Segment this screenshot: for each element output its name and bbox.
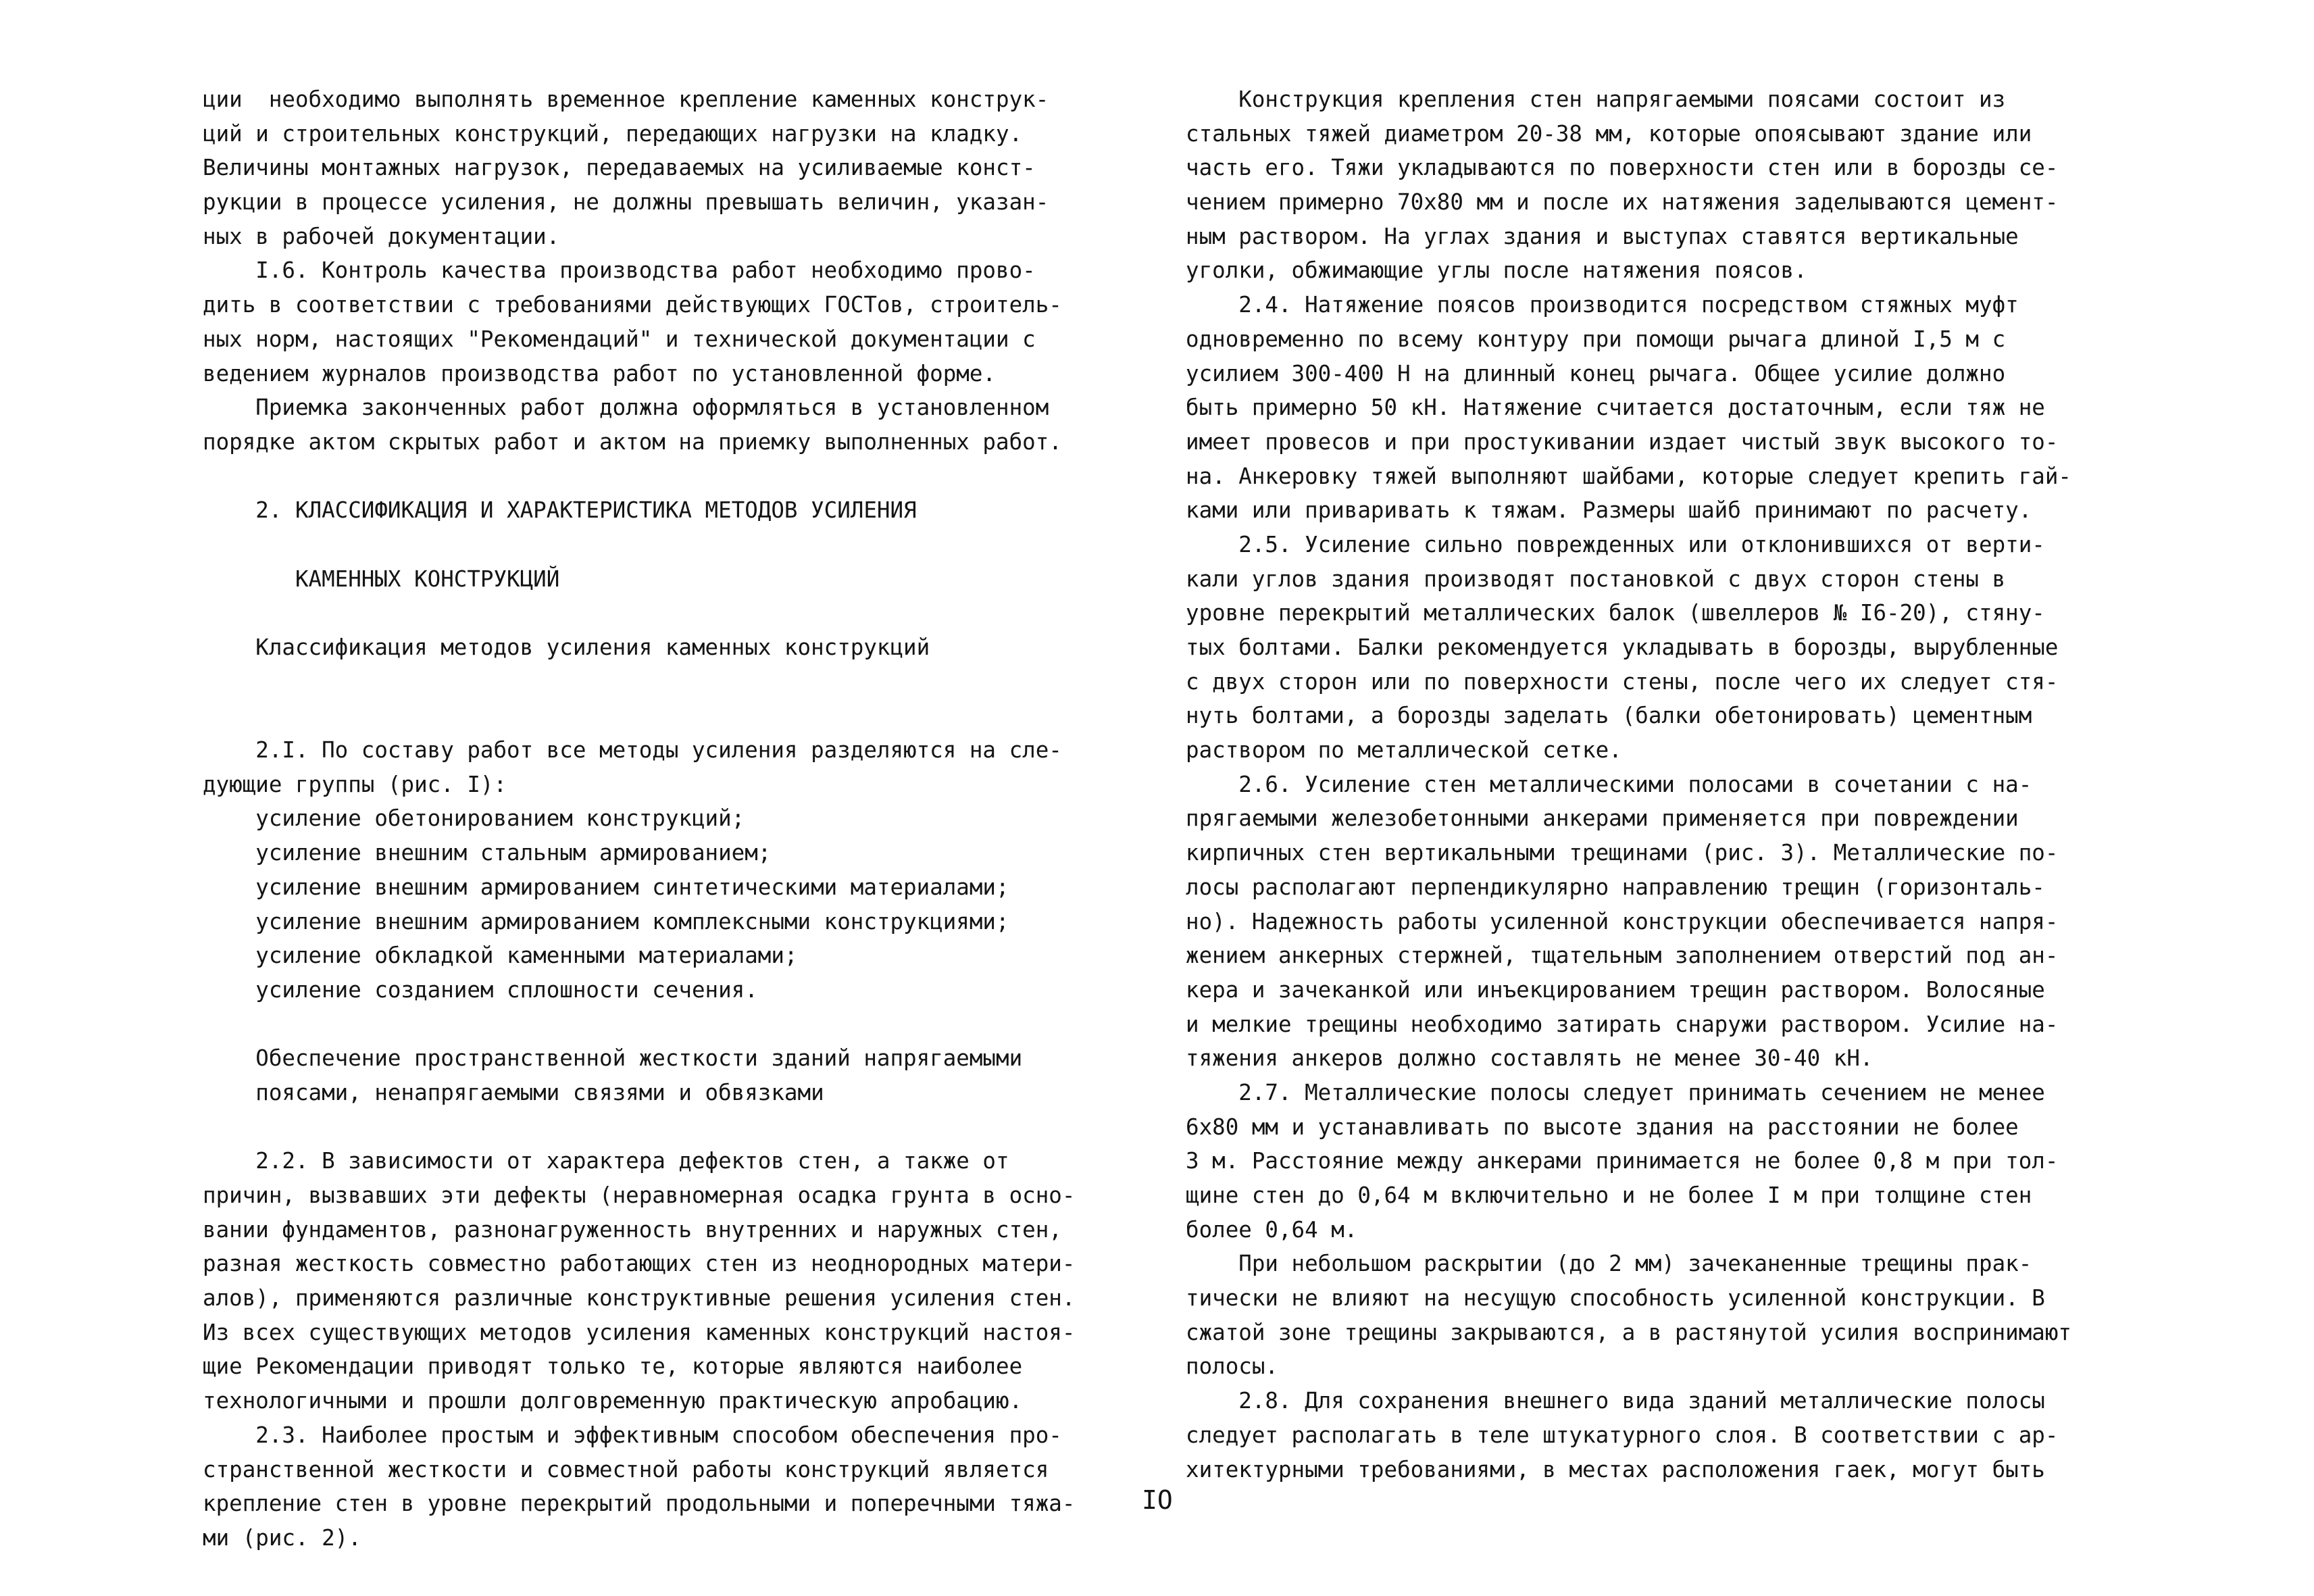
text-line: разная жесткость совместно работающих стен из неоднородных матери-: [203, 1251, 1076, 1277]
text-line: кали углов здания производят постановкой с двух сторон стены в: [1186, 566, 2006, 592]
text-line: Обеспечение пространственной жесткости зданий напрягаемыми: [203, 1045, 1023, 1072]
text-line: 2.I. По составу работ все методы усиления разделяются на сле-: [203, 737, 1062, 764]
text-line: 2.5. Усиление сильно поврежденных или отклонившихся от верти-: [1186, 531, 2045, 557]
text-line: нуть болтами, а борозды заделать (балки обетонировать) цементным: [1186, 703, 2032, 729]
text-line: усилием 300-400 Н на длинный конец рычага. Общее усилие должно: [1186, 360, 2006, 386]
text-line: порядке актом скрытых работ и актом на приемку выполненных работ.: [203, 428, 1062, 455]
text-line: При небольшом раскрытии (до 2 мм) зачеканенные трещины прак-: [1186, 1251, 2032, 1277]
text-line: следует располагать в теле штукатурного слоя. В соответствии с ар-: [1186, 1422, 2059, 1448]
text-line: 2.2. В зависимости от характера дефектов стен, а также от: [203, 1148, 1009, 1174]
text-line: I.6. Контроль качества производства работ необходимо прово-: [203, 257, 1036, 284]
text-line: кирпичных стен вертикальными трещинами (рис. 3). Металлические по-: [1186, 840, 2059, 866]
text-line: [203, 699, 1075, 733]
text-line: часть его. Тяжи укладываются по поверхности стен или в борозды се-: [1186, 155, 2059, 181]
text-line: полосы.: [1186, 1353, 1278, 1380]
text-line: щие Рекомендации приводят только те, которые являются наиболее: [203, 1353, 1023, 1380]
text-line: крепление стен в уровне перекрытий продольными и поперечными тяжа-: [203, 1491, 1076, 1517]
text-line: быть примерно 50 кН. Натяжение считается достаточным, если тяж не: [1186, 395, 2045, 421]
text-line: усиление внешним армированием синтетическими материалами;: [203, 874, 1009, 900]
right-column: [1186, 82, 2071, 1487]
text-line: тых болтами. Балки рекомендуется укладывать в борозды, вырубленные: [1186, 634, 2059, 660]
text-line: усиление созданием сплошности сечения.: [203, 976, 758, 1003]
text-line: и мелкие трещины необходимо затирать снаружи раствором. Усилие на-: [1186, 1011, 2059, 1037]
text-line: ций и строительных конструкций, передающих нагрузки на кладку.: [203, 120, 1023, 147]
text-line: [203, 1110, 1075, 1145]
text-line: ми (рис. 2).: [203, 1524, 361, 1551]
text-line: [203, 528, 1075, 562]
text-line: лосы располагают перпендикулярно направлению трещин (горизонталь-: [1186, 874, 2045, 900]
text-line: усиление обетонированием конструкций;: [203, 805, 745, 832]
text-line: более 0,64 м.: [1186, 1216, 1358, 1243]
text-line: жением анкерных стержней, тщательным заполнением отверстий под ан-: [1186, 943, 2059, 969]
text-line: 6x80 мм и устанавливать по высоте здания на расстоянии не более: [1186, 1114, 2019, 1140]
text-line: раствором по металлической сетке.: [1186, 737, 1622, 764]
text-line: Классификация методов усиления каменных конструкций: [203, 634, 930, 660]
page-number: IO: [1142, 1485, 1173, 1515]
text-line: ных норм, настоящих "Рекомендаций" и технической документации с: [203, 326, 1036, 352]
text-line: с двух сторон или по поверхности стены, после чего их следует стя-: [1186, 668, 2059, 695]
text-line: прягаемыми железобетонными анкерами применяется при повреждении: [1186, 805, 2019, 832]
text-line: стальных тяжей диаметром 20-38 мм, которые опоясывают здание или: [1186, 120, 2032, 147]
text-line: рукции в процессе усиления, не должны превышать величин, указан-: [203, 189, 1049, 216]
text-line: [203, 665, 1075, 699]
text-line: усиление обкладкой каменными материалами;: [203, 943, 798, 969]
text-line: поясами, ненапрягаемыми связями и обвязками: [203, 1079, 824, 1105]
text-line: 2. КЛАССИФИКАЦИЯ И ХАРАКТЕРИСТИКА МЕТОДОВ УСИЛЕНИЯ: [203, 497, 917, 524]
text-line: ками или приваривать к тяжам. Размеры шайб принимают по расчету.: [1186, 497, 2032, 524]
text-line: ных в рабочей документации.: [203, 223, 560, 249]
text-line: на. Анкеровку тяжей выполняют шайбами, которые следует крепить гай-: [1186, 463, 2071, 489]
text-line: Величины монтажных нагрузок, передаваемых на усиливаемые конст-: [203, 155, 1036, 181]
text-line: одновременно по всему контуру при помощи рычага длиной I,5 м с: [1186, 326, 2006, 352]
text-line: вании фундаментов, разнонагруженность внутренних и наружных стен,: [203, 1216, 1062, 1243]
text-line: ции необходимо выполнять временное крепление каменных конструк-: [203, 86, 1049, 112]
text-line: ным раствором. На углах здания и выступах ставятся вертикальные: [1186, 223, 2019, 249]
text-line: чением примерно 70x80 мм и после их натяжения заделываются цемент-: [1186, 189, 2059, 216]
text-line: 3 м. Расстояние между анкерами принимается не более 0,8 м при тол-: [1186, 1148, 2059, 1174]
text-line: уголки, обжимающие углы после натяжения поясов.: [1186, 257, 1807, 284]
text-line: алов), применяются различные конструктивные решения усиления стен.: [203, 1285, 1076, 1312]
text-line: 2.7. Металлические полосы следует принимать сечением не менее: [1186, 1079, 2045, 1105]
text-line: ведением журналов производства работ по установленной форме.: [203, 360, 996, 386]
text-line: усиление внешним стальным армированием;: [203, 840, 772, 866]
text-line: дить в соответствии с требованиями действующих ГОСТов, строитель-: [203, 292, 1062, 318]
text-line: причин, вызвавших эти дефекты (неравномерная осадка грунта в осно-: [203, 1182, 1076, 1208]
left-column: [203, 82, 1075, 1555]
text-line: [203, 596, 1075, 630]
text-line: Конструкция крепления стен напрягаемыми поясами состоит из: [1186, 86, 2006, 112]
text-line: хитектурными требованиями, в местах расположения гаек, могут быть: [1186, 1456, 2045, 1482]
text-line: имеет провесов и при простукивании издает чистый звук высокого то-: [1186, 428, 2059, 455]
text-line: усиление внешним армированием комплексными конструкциями;: [203, 908, 1009, 934]
text-line: 2.6. Усиление стен металлическими полосами в сочетании с на-: [1186, 771, 2032, 797]
text-line: технологичными и прошли долговременную практическую апробацию.: [203, 1388, 1023, 1414]
text-line: 2.8. Для сохранения внешнего вида зданий металлические полосы: [1186, 1388, 2045, 1414]
text-line: тически не влияют на несущую способность усиленной конструкции. В: [1186, 1285, 2045, 1312]
text-line: сжатой зоне трещины закрываются, а в растянутой усилия воспринимают: [1186, 1319, 2071, 1345]
text-line: странственной жесткости и совместной работы конструкций является: [203, 1456, 1049, 1482]
text-line: КАМЕННЫХ КОНСТРУКЦИЙ: [203, 566, 560, 592]
text-line: щине стен до 0,64 м включительно и не более I м при толщине стен: [1186, 1182, 2032, 1208]
text-line: 2.4. Натяжение поясов производится посредством стяжных муфт: [1186, 292, 2019, 318]
text-line: дующие группы (рис. I):: [203, 771, 507, 797]
text-line: Приемка законченных работ должна оформляться в установленном: [203, 395, 1049, 421]
text-line: [203, 1007, 1075, 1042]
text-line: тяжения анкеров должно составлять не менее 30-40 кН.: [1186, 1045, 1873, 1072]
text-line: 2.3. Наиболее простым и эффективным способом обеспечения про-: [203, 1422, 1062, 1448]
text-line: кера и зачеканкой или инъекцированием трещин раствором. Волосяные: [1186, 976, 2045, 1003]
text-line: Из всех существующих методов усиления каменных конструкций настоя-: [203, 1319, 1076, 1345]
text-line: уровне перекрытий металлических балок (швеллеров № I6-20), стяну-: [1186, 600, 2045, 626]
text-line: [203, 459, 1075, 494]
text-line: но). Надежность работы усиленной конструкции обеспечивается напря-: [1186, 908, 2059, 934]
